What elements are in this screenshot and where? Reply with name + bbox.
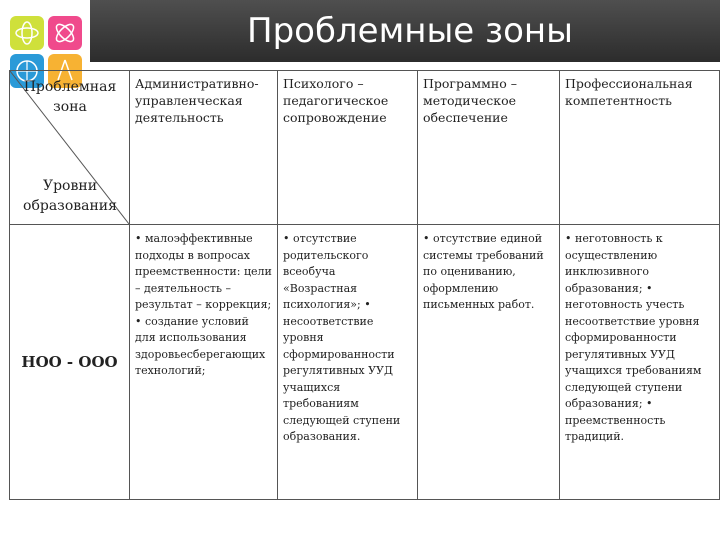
atom-tile-icon	[10, 16, 44, 50]
table-cell: • малоэффективные подходы в вопросах преемственности: цели – деятельность – результат – коррекция; • создание условий для использования здоровьесберегающих технологий;	[130, 225, 278, 500]
table-cell: • отсутствие единой системы требований по оцениванию, оформлению письменных работ.	[418, 225, 560, 500]
header-row	[10, 71, 720, 225]
column-header: Программно – методическое обеспечение	[418, 71, 560, 225]
column-header: Административно-управленческая деятельность	[130, 71, 278, 225]
title-banner	[0, 0, 720, 68]
column-header: Профессиональная компетентность	[560, 71, 720, 225]
corner-cell	[10, 71, 130, 225]
problem-zones-table	[9, 70, 720, 500]
problem-zone-label: Проблемная зона	[23, 79, 117, 115]
column-header: Психолого – педагогическое сопровождение	[278, 71, 418, 225]
atom-tile-icon	[48, 16, 82, 50]
education-levels-label: Уровни образования	[23, 178, 117, 214]
slide-title: Проблемные зоны	[247, 11, 573, 51]
row-label: НОО - ООО	[10, 225, 130, 500]
table-cell: • отсутствие родительского всеобуча «Возрастная психология»; • несоответствие уровня сформированности регулятивных УУД учащихся требованиям следующей ступени образования.	[278, 225, 418, 500]
table-row	[10, 225, 720, 500]
table-cell: • неготовность к осуществлению инклюзивного образования; • неготовность учесть несоответствие уровня сформированности регулятивных УУД учащихся требованиям следующей ступени образования; • преемственность традиций.	[560, 225, 720, 500]
